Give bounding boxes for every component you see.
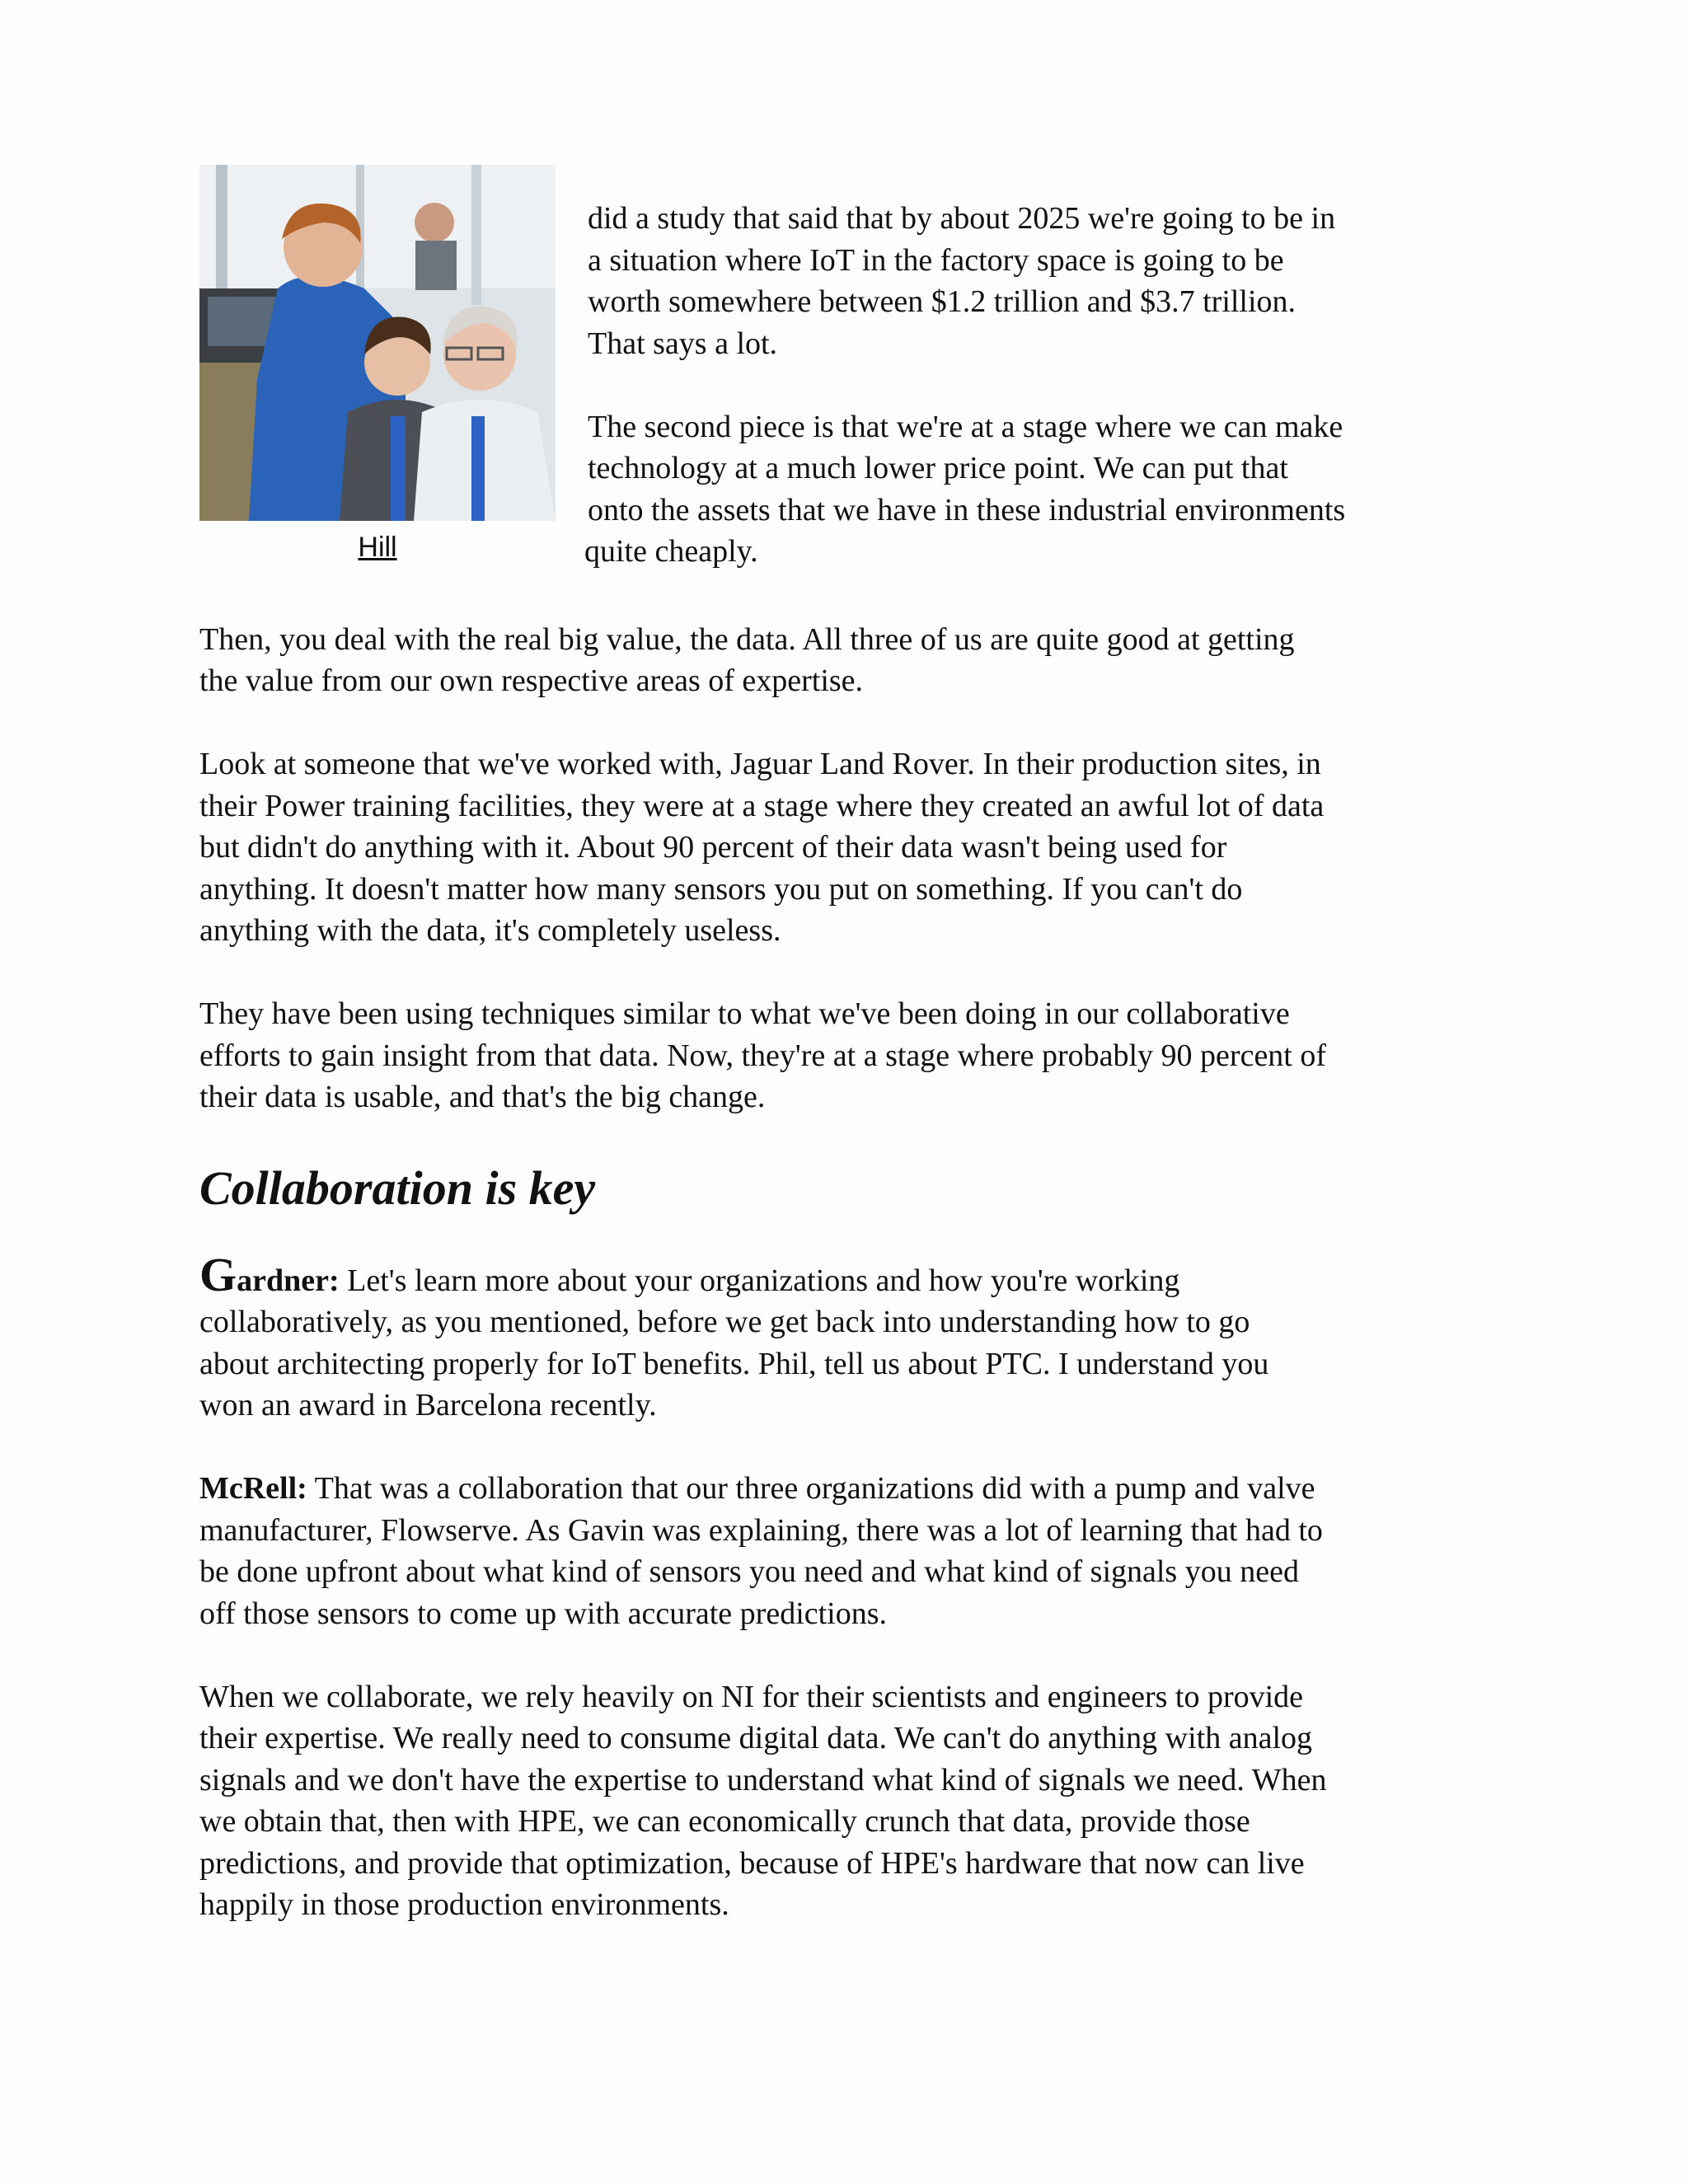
- article-page: [199, 165, 1403, 1926]
- text-line: signals and we don't have the expertise to understand what kind of signals we need. When: [199, 1762, 1327, 1797]
- top-block: [199, 165, 1403, 577]
- speaker-name: McRell:: [199, 1471, 307, 1506]
- text-line: technology at a much lower price point. We can put that: [588, 451, 1288, 485]
- text-line: They have been using techniques similar to what we've been doing in our collaborative: [199, 996, 1290, 1031]
- text-line: but didn't do anything with it. About 90 percent of their data wasn't being used for: [199, 830, 1227, 865]
- intro-paragraph-2: [584, 406, 1412, 573]
- text-line: their Power training facilities, they were at a stage where they created an awful lot of data: [199, 788, 1325, 823]
- text-line: be done upfront about what kind of sensors you need and what kind of signals you need: [199, 1554, 1299, 1589]
- body-paragraph: [199, 1676, 1403, 1926]
- drop-cap: G: [199, 1247, 237, 1301]
- text-line: anything with the data, it's completely useless.: [199, 913, 781, 948]
- section-heading: Collaboration is key: [199, 1160, 596, 1215]
- text-line: a situation where IoT in the factory space is going to be: [588, 242, 1284, 278]
- photo-figure: [199, 165, 556, 563]
- text-line: did a study that said that by about 2025 we're going to be in: [588, 201, 1336, 236]
- text-line: happily in those production environments.: [199, 1887, 729, 1922]
- text-line: onto the assets that we have in these industrial environments: [588, 492, 1346, 527]
- gardner-question: [199, 1247, 1403, 1427]
- text-line: anything. It doesn't matter how many sensors you put on something. If you can't do: [199, 871, 1243, 907]
- text-line: When we collaborate, we rely heavily on NI for their scientists and engineers to provide: [199, 1679, 1304, 1714]
- intro-column: [584, 198, 1412, 573]
- text-line: quite cheaply.: [584, 534, 758, 569]
- body-paragraph: [199, 993, 1403, 1118]
- text-line: The second piece is that we're at a stage where we can make: [588, 409, 1343, 444]
- text-line: won an award in Barcelona recently.: [199, 1388, 657, 1422]
- text-line: That was a collaboration that our three organizations did with a pump and valve: [307, 1471, 1315, 1506]
- text-line: their data is usable, and that's the big change.: [199, 1080, 766, 1114]
- text-line: efforts to gain insight from that data. Now, they're at a stage where probably 90 percent of: [199, 1038, 1327, 1073]
- mcrell-answer: [199, 1468, 1403, 1634]
- text-line: Look at someone that we've worked with, Jaguar Land Rover. In their production sites, in: [199, 747, 1321, 781]
- speaker-name-rest: ardner:: [237, 1263, 340, 1298]
- text-line: manufacturer, Flowserve. As Gavin was explaining, there was a lot of learning that had to: [199, 1512, 1323, 1548]
- text-line: worth somewhere between $1.2 trillion and $3.7 trillion.: [588, 284, 1296, 319]
- text-line: about architecting properly for IoT benefits. Phil, tell us about PTC. I understand you: [199, 1346, 1269, 1381]
- text-line: off those sensors to come up with accurate predictions.: [199, 1596, 888, 1631]
- text-line: we obtain that, then with HPE, we can economically crunch that data, provide those: [199, 1804, 1250, 1839]
- text-line: That says a lot.: [588, 326, 778, 361]
- intro-paragraph-1: [588, 198, 1412, 364]
- speaker-name: [199, 1247, 340, 1301]
- text-line: their expertise. We really need to consume digital data. We can't do anything with analog: [199, 1721, 1313, 1755]
- body-paragraph: [199, 743, 1403, 952]
- text-line: the value from our own respective areas of expertise.: [199, 663, 864, 698]
- body-paragraph: [199, 619, 1403, 702]
- text-line: predictions, and provide that optimization, because of HPE's hardware that now can live: [199, 1845, 1305, 1881]
- text-line: Then, you deal with the real big value, the data. All three of us are quite good at getting: [199, 621, 1295, 657]
- text-line: Let's learn more about your organizations and how you're working: [339, 1263, 1180, 1298]
- photo-image: [199, 165, 556, 521]
- text-line: collaboratively, as you mentioned, before we get back into understanding how to go: [199, 1305, 1250, 1339]
- photo-caption-link[interactable]: Hill: [358, 532, 397, 563]
